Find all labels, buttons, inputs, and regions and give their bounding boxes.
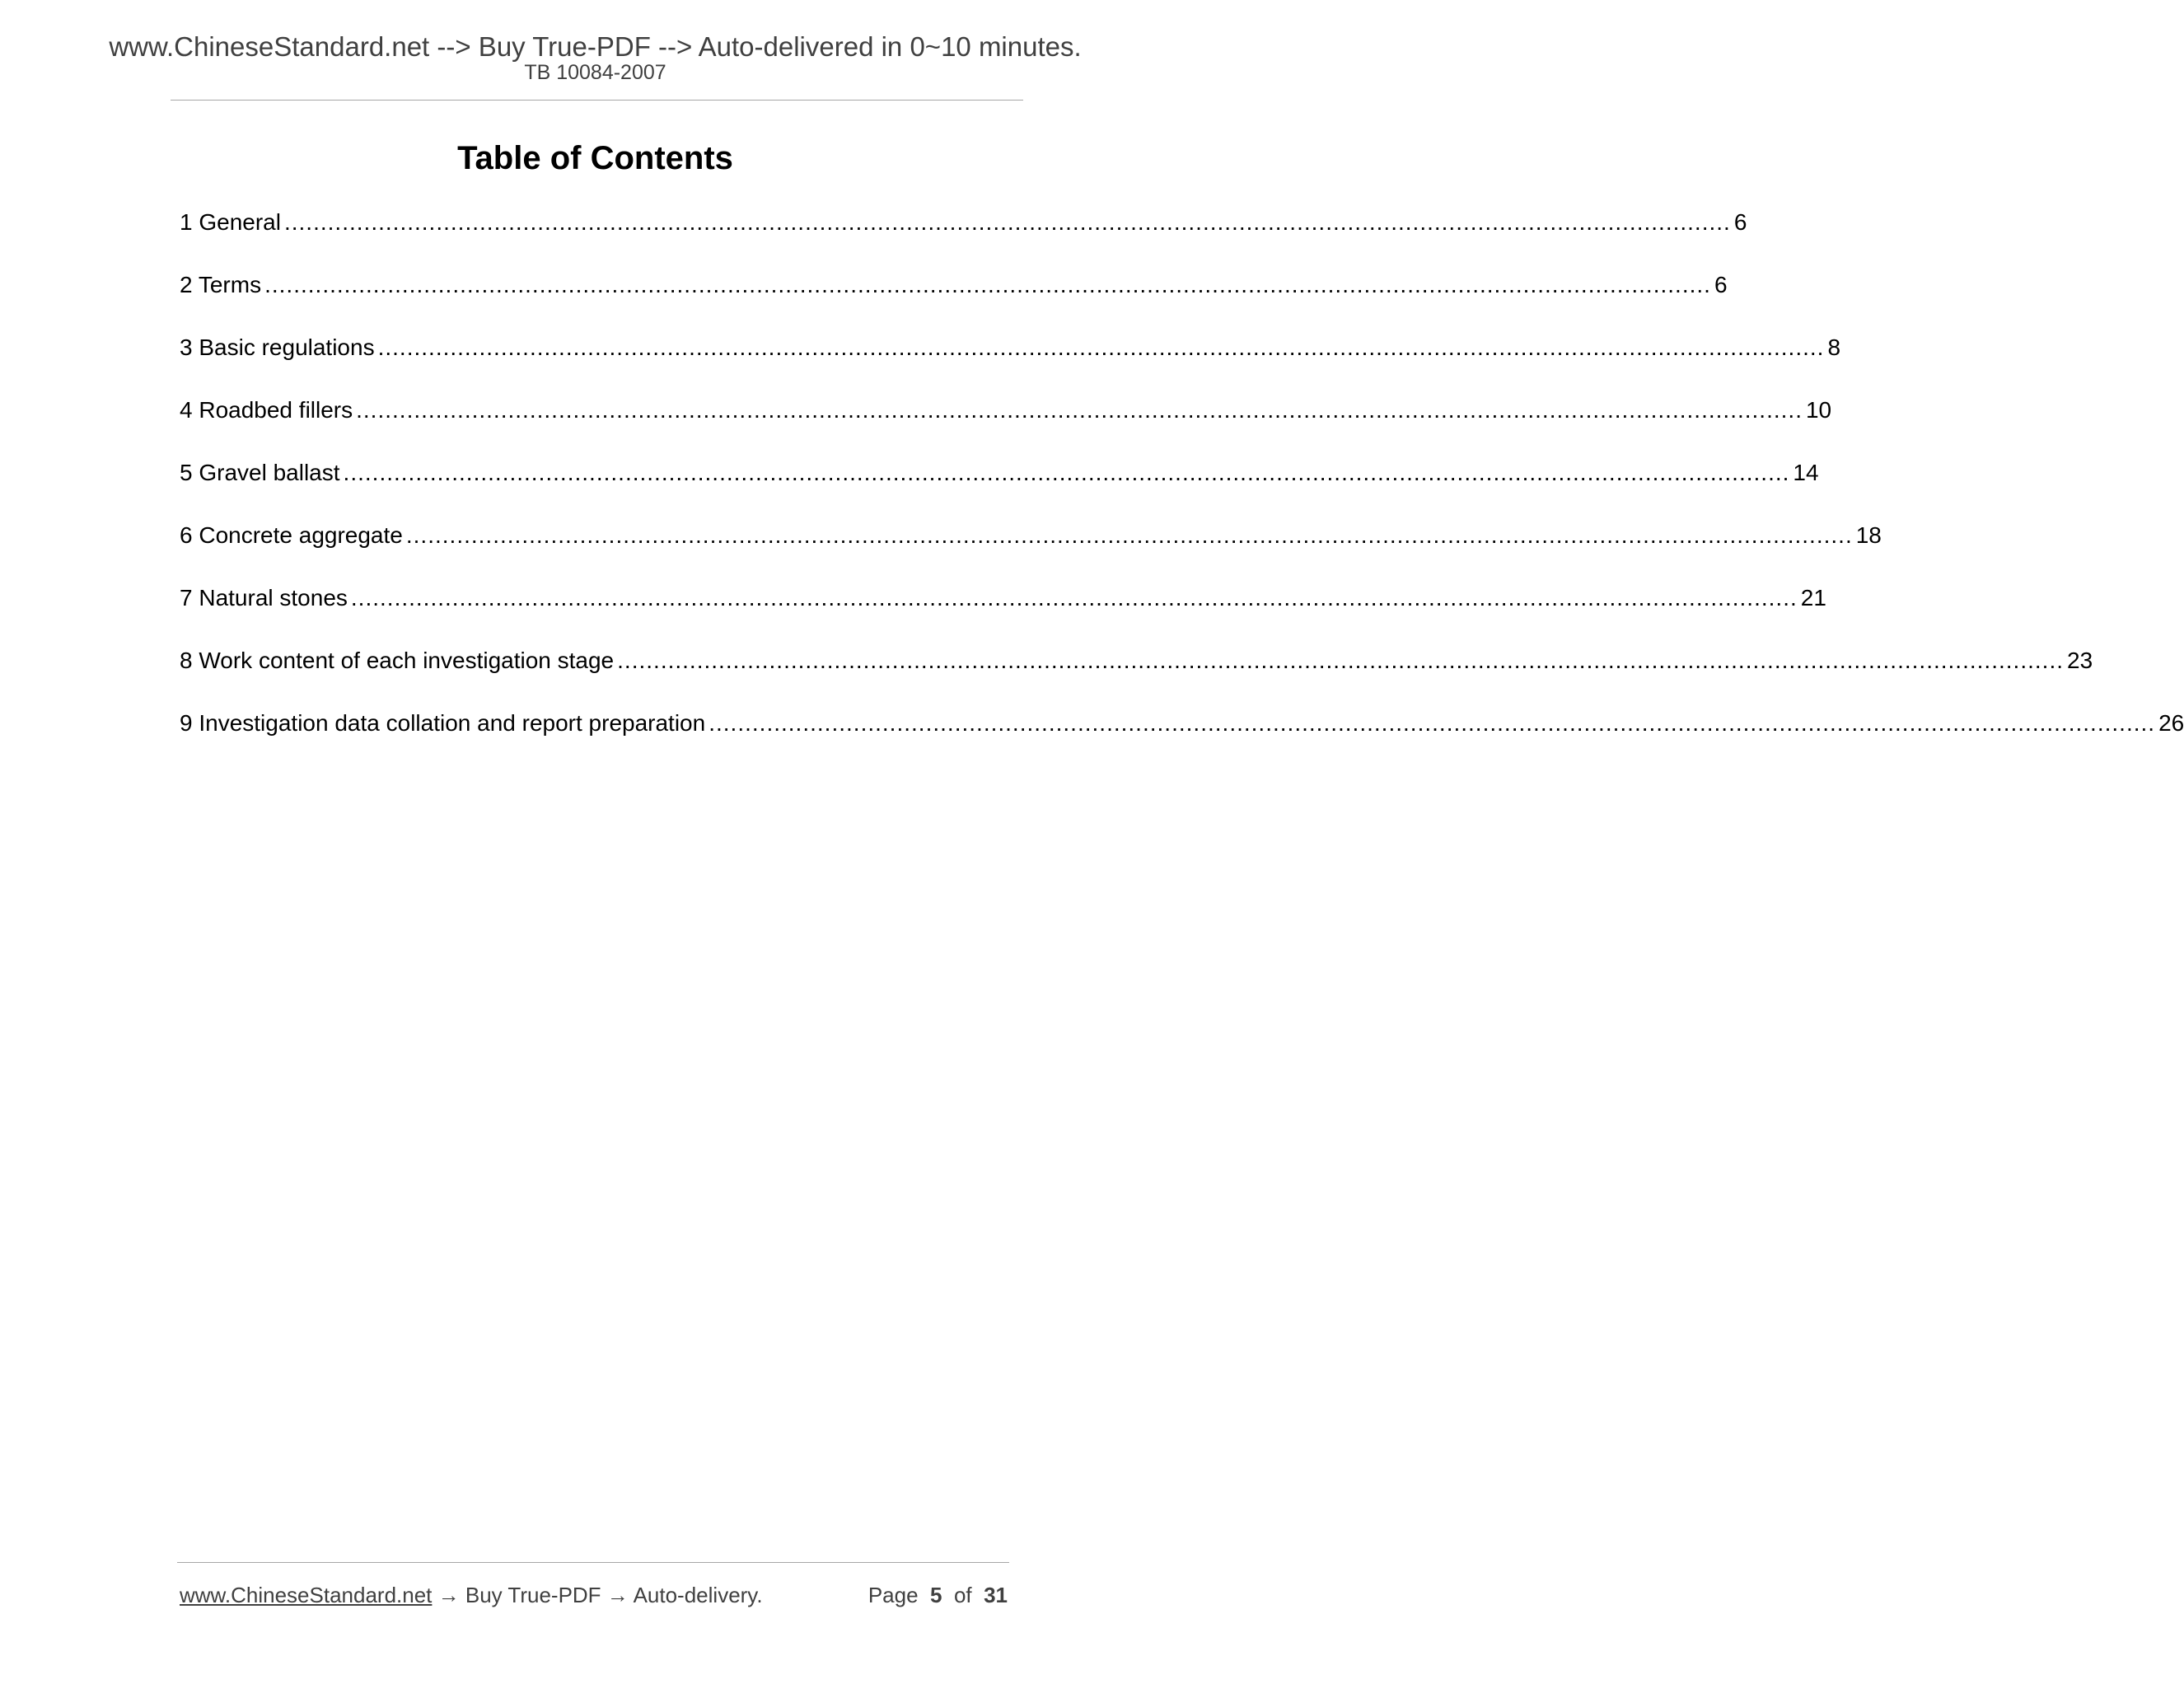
footer-tagline: → Buy True-PDF → Auto-delivery. [432,1583,763,1607]
page-footer [180,1579,1008,1611]
toc-entry-page: 10 [1805,397,1832,423]
toc-entry[interactable] [180,456,1819,519]
page-title: Table of Contents [457,140,733,176]
toc-entry[interactable] [180,394,1832,456]
toc-entry[interactable] [180,707,2184,769]
page-word: Page [868,1583,919,1607]
document-code: TB 10084-2007 [524,61,666,84]
toc-entry-label: 6 Concrete aggregate [180,522,403,548]
toc-entry-label: 3 Basic regulations [180,334,375,360]
toc-entry-page: 6 [1714,272,1728,297]
toc-entry-page: 8 [1827,334,1841,360]
toc-entry[interactable] [180,644,2093,707]
footer-promo [180,1579,763,1611]
toc-list [180,206,2184,769]
header-banner: www.ChineseStandard.net --> Buy True-PDF --> Auto-delivered in 0~10 minutes. [109,31,1082,62]
toc-leader-dots: ........................................................................................................................................................................................................ [617,648,2064,673]
page-counter [868,1579,1008,1611]
toc-entry-page: 26 [2158,710,2184,736]
total-page-number: 31 [984,1583,1008,1607]
toc-leader-dots: ........................................................................................................................................................................................................ [283,209,1731,235]
current-page-number: 5 [930,1583,942,1607]
toc-entry-label: 9 Investigation data collation and report preparation [180,710,706,736]
toc-leader-dots: ........................................................................................................................................................................................................ [377,334,1825,360]
toc-leader-dots: ........................................................................................................................................................................................................ [343,460,1790,485]
toc-leader-dots: ........................................................................................................................................................................................................ [264,272,1711,297]
footer-divider [177,1562,1009,1563]
header-divider [171,100,1023,101]
toc-leader-dots: ........................................................................................................................................................................................................ [405,522,1853,548]
toc-entry[interactable] [180,582,1826,644]
toc-entry-label: 4 Roadbed fillers [180,397,353,423]
toc-entry[interactable] [180,206,1747,269]
toc-leader-dots: ........................................................................................................................................................................................................ [709,710,2156,736]
toc-entry-label: 1 General [180,209,281,235]
toc-entry-page: 21 [1800,585,1826,610]
toc-entry-label: 8 Work content of each investigation stage [180,648,615,673]
toc-entry-page: 6 [1733,209,1747,235]
toc-entry-page: 18 [1855,522,1882,548]
of-word: of [953,1583,972,1607]
toc-entry-page: 23 [2067,648,2093,673]
toc-entry-label: 7 Natural stones [180,585,348,610]
footer-site-link[interactable]: www.ChineseStandard.net [180,1583,433,1607]
toc-entry-label: 5 Gravel ballast [180,460,340,485]
toc-entry[interactable] [180,331,1841,394]
toc-entry[interactable] [180,519,1882,582]
toc-entry-page: 14 [1793,460,1819,485]
toc-leader-dots: ........................................................................................................................................................................................................ [356,397,1803,423]
toc-leader-dots: ........................................................................................................................................................................................................ [350,585,1798,610]
toc-entry-label: 2 Terms [180,272,262,297]
toc-entry[interactable] [180,269,1728,331]
